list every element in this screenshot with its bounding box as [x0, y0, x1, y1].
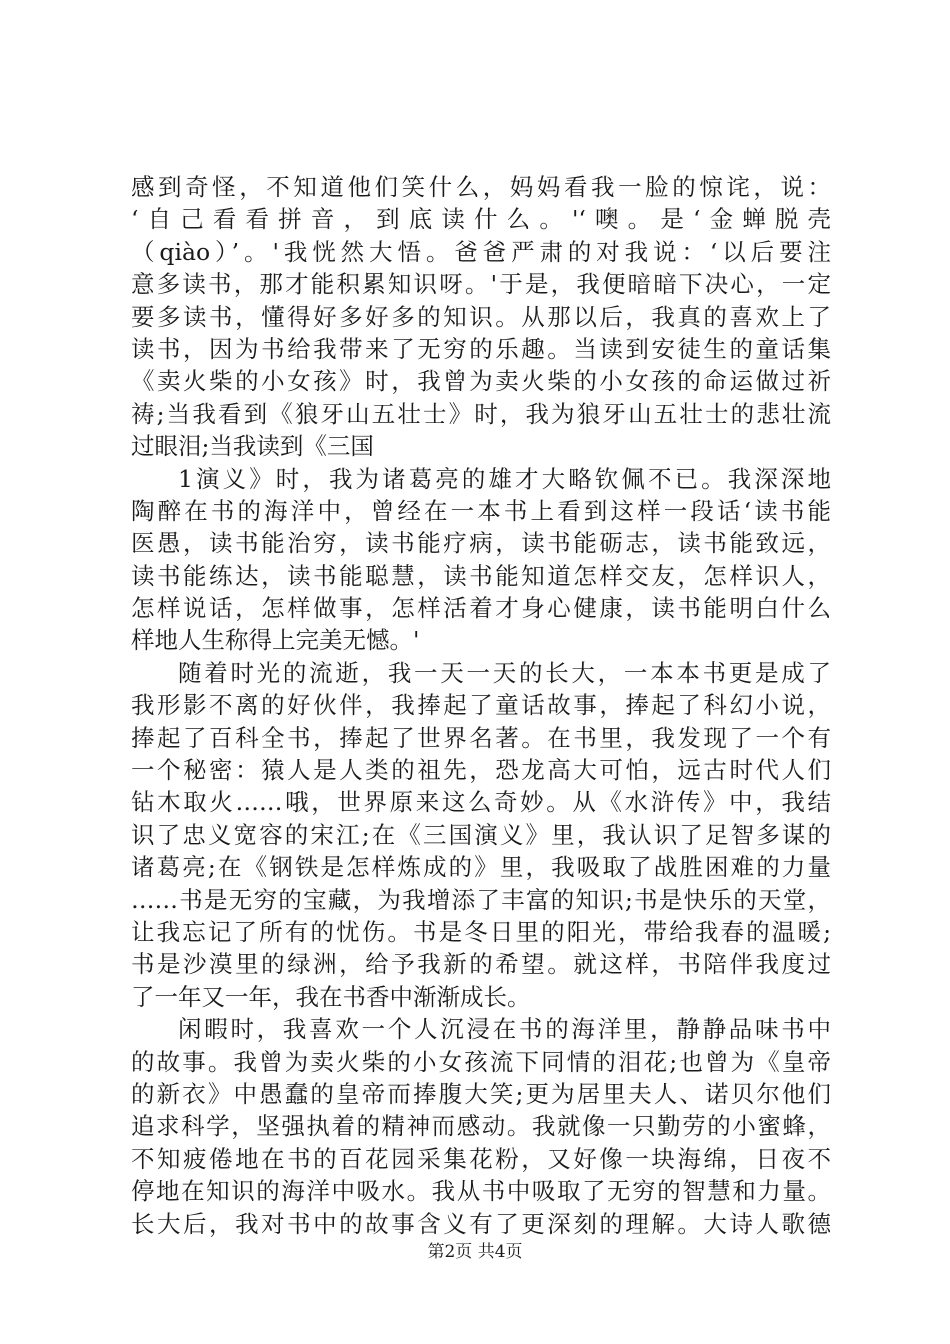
- text-line: 1演义》时，我为诸葛亮的雄才大略钦佩不已。我深深地: [178, 464, 831, 493]
- text-line: 过眼泪;当我读到《三国: [131, 432, 374, 461]
- text-line: 钻木取火……哦，世界原来这么奇妙。从《水浒传》中，我结: [131, 788, 831, 817]
- text-line: 停地在知识的海洋中吸水。我从书中吸取了无穷的智慧和力量。: [131, 1177, 831, 1206]
- text-line: （qiào）’。'我恍然大悟。爸爸严肃的对我说：‘以后要注: [131, 237, 831, 266]
- text-line: 陶醉在书的海洋中，曾经在一本书上看到这样一段话‘读书能: [131, 496, 831, 525]
- text-line: 了一年又一年，我在书香中渐渐成长。: [131, 982, 531, 1011]
- text-line: 诸葛亮;在《钢铁是怎样炼成的》里，我吸取了战胜困难的力量: [131, 853, 831, 882]
- text-line: 怎样说话，怎样做事，怎样活着才身心健康，读书能明白什么: [131, 594, 831, 623]
- text-line: 祷;当我看到《狼牙山五壮士》时，我为狼牙山五壮士的悲壮流: [131, 399, 831, 428]
- text-line: 追求科学，坚强执着的精神而感动。我就像一只勤劳的小蜜蜂，: [131, 1112, 831, 1141]
- text-line: 《卖火柴的小女孩》时，我曾为卖火柴的小女孩的命运做过祈: [131, 367, 831, 396]
- text-line: 我形影不离的好伙伴，我捧起了童话故事，捧起了科幻小说，: [131, 691, 831, 720]
- text-line: 书是沙漠里的绿洲，给予我新的希望。就这样，书陪伴我度过: [131, 950, 831, 979]
- text-line: 一个秘密：猿人是人类的祖先，恐龙高大可怕，远古时代人们: [131, 756, 831, 785]
- text-line: 不知疲倦地在书的百花园采集花粉，又好像一块海绵，日夜不: [131, 1144, 831, 1173]
- text-line: 长大后，我对书中的故事含义有了更深刻的理解。大诗人歌德: [131, 1209, 831, 1238]
- body-text: [131, 171, 831, 1240]
- text-line: 意多读书，那才能积累知识呀。'于是，我便暗暗下决心，一定: [131, 270, 831, 299]
- text-line: 要多读书，懂得好多好多的知识。从那以后，我真的喜欢上了: [131, 302, 831, 331]
- page-number-footer: 第2页 共4页: [427, 1242, 523, 1262]
- text-line: 随着时光的流逝，我一天一天的长大，一本本书更是成了: [178, 658, 831, 687]
- text-line: 感到奇怪，不知道他们笑什么，妈妈看我一脸的惊诧，说：: [131, 173, 831, 201]
- text-line: 识了忠义宽容的宋江;在《三国演义》里，我认识了足智多谋的: [131, 820, 831, 849]
- text-line: 的新衣》中愚蠢的皇帝而捧腹大笑;更为居里夫人、诺贝尔他们: [131, 1079, 831, 1108]
- text-line: 的故事。我曾为卖火柴的小女孩流下同情的泪花;也曾为《皇帝: [131, 1047, 831, 1076]
- text-line: 捧起了百科全书，捧起了世界名著。在书里，我发现了一个有: [131, 723, 831, 752]
- text-line: 让我忘记了所有的忧伤。书是冬日里的阳光，带给我春的温暖;: [131, 917, 831, 946]
- text-line: 闲暇时，我喜欢一个人沉浸在书的海洋里，静静品味书中: [178, 1015, 831, 1044]
- text-line: 样地人生称得上完美无憾。': [131, 626, 420, 655]
- text-line: 医愚，读书能治穷，读书能疗病，读书能砺志，读书能致远，: [131, 529, 831, 558]
- text-line: 读书能练达，读书能聪慧，读书能知道怎样交友，怎样识人，: [131, 561, 831, 590]
- text-line: ……书是无穷的宝藏，为我增添了丰富的知识;书是快乐的天堂，: [131, 885, 831, 914]
- text-line: 读书，因为书给我带来了无穷的乐趣。当读到安徒生的童话集: [131, 334, 831, 363]
- text-line: ‘自己看看拼音，到底读什么。'‘噢。是‘金蝉脱壳: [131, 205, 831, 234]
